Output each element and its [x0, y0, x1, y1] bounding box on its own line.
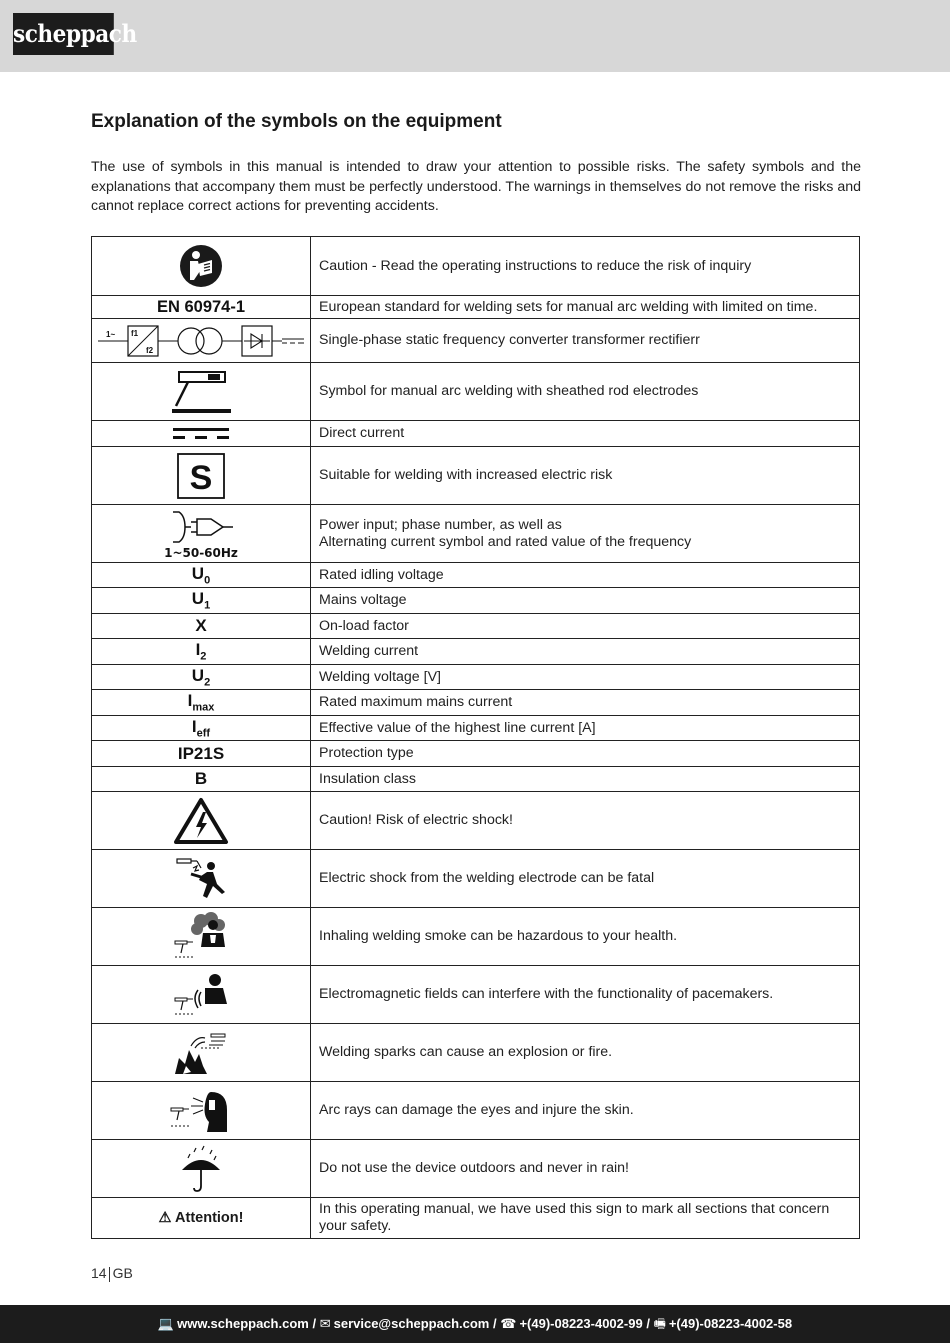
description-cell: Mains voltage	[311, 588, 860, 614]
description-cell: Effective value of the highest line current [A]	[311, 716, 860, 741]
contact-footer	[0, 1305, 950, 1343]
page-title: Explanation of the symbols on the equipment	[91, 111, 502, 132]
symbol-cell	[92, 908, 311, 966]
description-cell: Suitable for welding with increased electric risk	[311, 447, 860, 505]
protection-code: IP21S	[177, 743, 225, 763]
power-input-plug-icon	[161, 507, 241, 561]
sparks-fire-icon	[171, 1028, 231, 1078]
attention-label	[159, 1210, 244, 1226]
symbol-cell	[92, 563, 311, 588]
symbol-cell	[92, 1024, 311, 1082]
table-row	[92, 319, 860, 363]
table-row	[92, 792, 860, 850]
table-row	[92, 966, 860, 1024]
table-row	[92, 614, 860, 639]
description-cell: Do not use the device outdoors and never in rain!	[311, 1140, 860, 1198]
frequency-converter-transformer-rectifier-icon	[94, 323, 308, 359]
fax-icon: 🖷	[653, 1316, 666, 1331]
description-cell: Welding sparks can cause an explosion or fire.	[311, 1024, 860, 1082]
symbol-subscript: max	[192, 701, 215, 714]
description-cell: Rated idling voltage	[311, 563, 860, 588]
symbol-cell	[92, 319, 311, 363]
description-cell: Insulation class	[311, 767, 860, 792]
symbol-cell	[92, 716, 311, 741]
description-cell: In this operating manual, we have used this sign to mark all sections that concern your safety.	[311, 1198, 860, 1239]
description-cell: Welding current	[311, 639, 860, 665]
description-cell: Caution - Read the operating instructions to reduce the risk of inquiry	[311, 237, 860, 296]
table-row	[92, 421, 860, 447]
symbol-letter: X	[195, 616, 207, 635]
symbol-cell	[92, 505, 311, 563]
intro-paragraph: The use of symbols in this manual is intended to draw your attention to possible risks. The safety symbols and the explanations that accompany them must be perfectly understood. The warnings in themselves do not remove the risks and cannot replace correct actions for preventing accidents.	[91, 159, 861, 214]
standard-code: EN 60974-1	[92, 296, 311, 319]
phase-label: 1~	[106, 329, 116, 339]
table-row	[92, 563, 860, 588]
symbol-letter: I	[191, 716, 197, 736]
description-line: Power input; phase number, as well as	[319, 516, 562, 533]
table-row	[92, 447, 860, 505]
table-row	[92, 1140, 860, 1198]
symbol-cell	[92, 447, 311, 505]
symbol-cell	[92, 792, 311, 850]
description-cell: On-load factor	[311, 614, 860, 639]
direct-current-icon	[171, 425, 231, 443]
email-link[interactable]: service@scheppach.com	[333, 1316, 490, 1331]
symbol-cell	[92, 639, 311, 665]
table-row	[92, 767, 860, 792]
symbol-letter: U	[191, 665, 205, 685]
description-cell: Single-phase static frequency converter transformer rectifierr	[311, 319, 860, 363]
symbol-cell	[92, 690, 311, 716]
table-row	[92, 505, 860, 563]
s-mark-icon	[177, 453, 225, 499]
symbol-subscript: 0	[204, 574, 211, 587]
symbol-letter: B	[194, 769, 208, 788]
description-cell: Caution! Risk of electric shock!	[311, 792, 860, 850]
symbol-subscript: 1	[204, 599, 211, 612]
symbol-cell	[92, 363, 311, 421]
table-row	[92, 741, 860, 767]
symbol-cell	[92, 588, 311, 614]
table-row	[92, 850, 860, 908]
read-manual-icon	[179, 244, 223, 288]
footer-separator: /	[312, 1316, 317, 1331]
description-cell: Direct current	[311, 421, 860, 447]
symbol-cell	[92, 1140, 311, 1198]
table-row	[92, 665, 860, 690]
table-row	[92, 296, 860, 319]
symbol-letter: U	[191, 563, 205, 583]
table-row	[92, 363, 860, 421]
symbol-cell	[92, 767, 311, 792]
symbols-table	[91, 236, 860, 1239]
description-cell: European standard for welding sets for manual arc welding with limited on time.	[311, 296, 860, 319]
phone-icon: ☎	[500, 1316, 517, 1331]
table-row	[92, 908, 860, 966]
electromagnetic-field-icon	[171, 970, 231, 1020]
footer-separator: /	[493, 1316, 497, 1331]
symbol-cell	[92, 1198, 311, 1239]
page-number-divider	[109, 1267, 110, 1282]
table-row	[92, 588, 860, 614]
scheppach-logo: scheppach	[13, 13, 114, 55]
email-icon: ✉	[319, 1316, 331, 1331]
description-cell: Electromagnetic fields can interfere with the functionality of pacemakers.	[311, 966, 860, 1024]
description-cell: Welding voltage [V]	[311, 665, 860, 690]
symbol-letter: I	[195, 640, 201, 660]
symbol-subscript: 2	[204, 676, 211, 689]
manual-arc-welding-icon	[168, 368, 234, 416]
table-row	[92, 237, 860, 296]
symbol-letter: I	[187, 691, 193, 711]
computer-icon: 💻	[157, 1316, 175, 1331]
table-row	[92, 690, 860, 716]
description-cell: Electric shock from the welding electrode can be fatal	[311, 850, 860, 908]
f1-label: f1	[131, 328, 139, 338]
symbol-subscript: eff	[196, 727, 211, 740]
symbol-cell	[92, 237, 311, 296]
symbol-letter: U	[191, 589, 205, 609]
warning-triangle-icon: ⚠	[158, 1210, 172, 1226]
f2-label: f2	[146, 345, 154, 355]
frequency-label: 1~50-60Hz	[164, 545, 238, 560]
symbol-cell	[92, 741, 311, 767]
description-cell: Symbol for manual arc welding with sheathed rod electrodes	[311, 363, 860, 421]
description-cell: Arc rays can damage the eyes and injure the skin.	[311, 1082, 860, 1140]
symbol-subscript: 2	[200, 650, 207, 663]
description-cell: Protection type	[311, 741, 860, 767]
electric-shock-warning-icon	[173, 797, 229, 845]
fax-number: +(49)-08223-4002-58	[668, 1316, 793, 1331]
s-letter: S	[189, 458, 213, 497]
welding-smoke-icon	[171, 911, 231, 963]
page-number-value: 14	[91, 1265, 107, 1281]
attention-text: Attention!	[175, 1210, 244, 1226]
no-rain-umbrella-icon	[176, 1144, 226, 1194]
table-row	[92, 639, 860, 665]
symbol-cell	[92, 665, 311, 690]
description-cell: Rated maximum mains current	[311, 690, 860, 716]
table-row	[92, 1024, 860, 1082]
description-cell	[311, 505, 860, 563]
page-number	[91, 1265, 133, 1282]
phone-number: +(49)-08223-4002-99	[519, 1316, 643, 1331]
electrode-shock-icon	[171, 854, 231, 904]
website-link[interactable]: www.scheppach.com	[177, 1316, 309, 1331]
table-row	[92, 716, 860, 741]
symbol-cell	[92, 966, 311, 1024]
description-cell: Inhaling welding smoke can be hazardous to your health.	[311, 908, 860, 966]
symbol-cell	[92, 1082, 311, 1140]
page-header	[0, 0, 950, 72]
symbol-cell	[92, 421, 311, 447]
symbol-cell	[92, 850, 311, 908]
page-language: GB	[112, 1265, 133, 1281]
table-row	[92, 1198, 860, 1239]
symbol-cell	[92, 614, 311, 639]
description-line: Alternating current symbol and rated value of the frequency	[319, 533, 692, 550]
arc-rays-icon	[169, 1086, 233, 1136]
table-row	[92, 1082, 860, 1140]
footer-separator: /	[646, 1316, 650, 1331]
